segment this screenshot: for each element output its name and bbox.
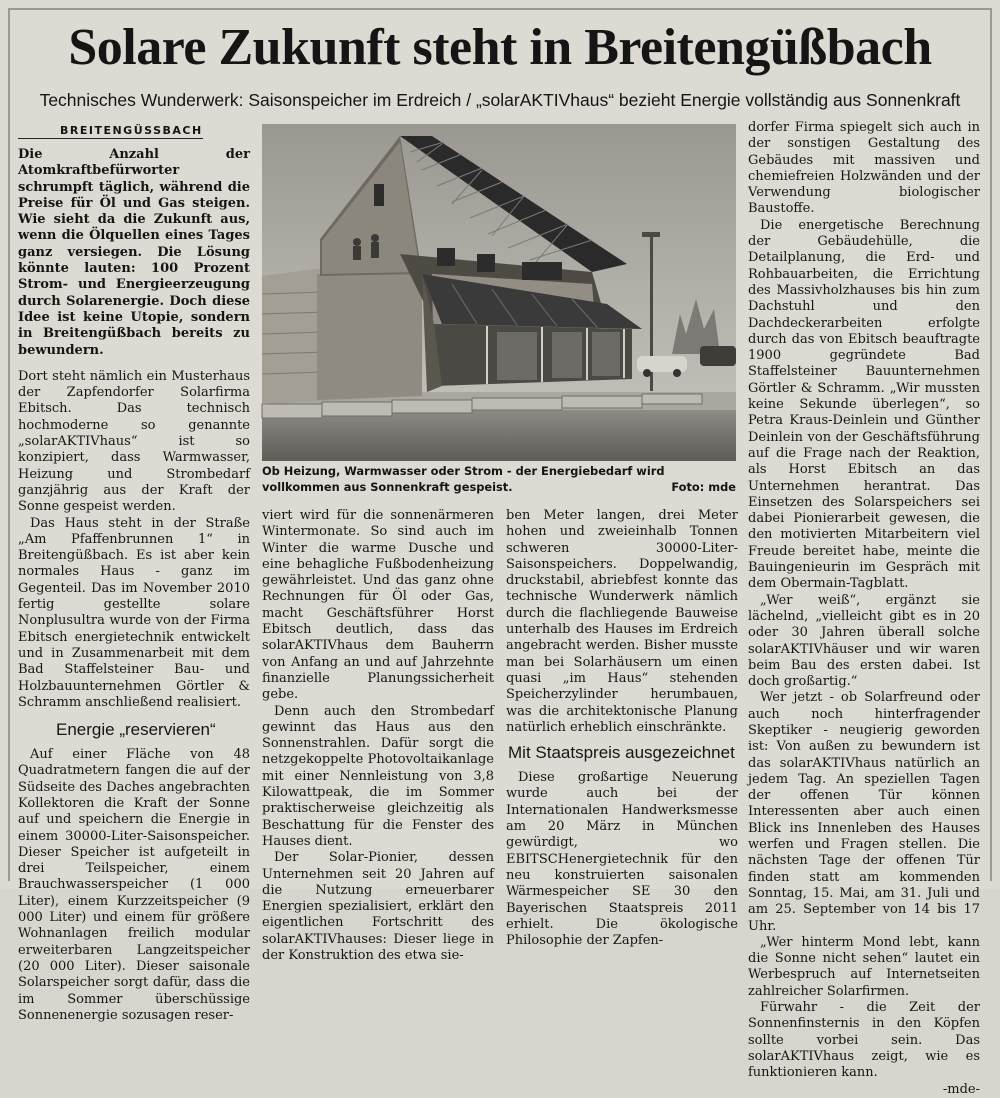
caption-text: Ob Heizung, Warmwasser oder Strom - der Energiebedarf wird vollkommen aus Sonnenkraft gespeist. bbox=[262, 464, 665, 494]
subheadline: Technisches Wunderwerk: Saisonspeicher im Erdreich / „solarAKTIVhaus“ bezieht Energie vollständig aus Sonnenkraft bbox=[39, 90, 961, 110]
paragraph: Die energetische Berechnung der Gebäudehülle, die Detailplanung, die Erd- und Rohbauarbeiten, die Errichtung des Massivholzhauses bis hin zum Dachstuhl und den Dachdeckerarbeiten erfolgte durch das von Ebitsch beauftragte 1900 gegründete Bad Staffelsteiner Bauunternehmen Görtler & Schramm. „Wir mussten keine Sekunde überlegen“, so Petra Kraus-Deinlein und Günther Deinlein von der Geschäftsführung auf die Frage nach der Reaktion, als Horst Ebitsch an das Unternehmen herantrat. Das Einsetzen des Solarspeichers sei dabei Pionierarbeit gewesen, die den motivierten Mitarbeitern viel Freude bereitet habe, meinte die Bauingenieurin im Gespräch mit dem Obermain-Tagblatt. bbox=[748, 217, 980, 592]
page-border-left bbox=[8, 8, 10, 881]
section-subhead: Energie „reservieren“ bbox=[56, 720, 216, 740]
paragraph: ben Meter langen, drei Meter hohen und zweieinhalb Tonnen schweren 30000-Liter-Saisonspeichers. Doppelwandig, druckstabil, abriebfest konnte das technische Wunderwerk nämlich durch die flachliegende Bauweise unterhalb des Hauses im Erdreich angebracht werden. Bisher musste man bei Solarhäusern um einen quasi „im Haus“ stehenden Speicherzylinder herumbauen, was die architektonische Planung natürlich erheblich einschränkte. bbox=[506, 508, 738, 735]
paragraph: Das Haus steht in der Straße „Am Pfaffenbrunnen 1“ in Breitengüßbach. Es ist aber kein normales Haus - ganz im Gegenteil. Das im November 2010 fertig gestellte solare Nonplusultra wurde von der Firma Ebitsch energietechnik entwickelt und in Zusammenarbeit mit dem Bad Staffelsteiner Bau- und Holzbauunternehmen Görtler & Schramm anschließend realisiert. bbox=[18, 515, 250, 710]
column-2 bbox=[262, 508, 494, 964]
paragraph: Auf einer Fläche von 48 Quadratmetern fangen die auf der Südseite des Daches angebrachten Kollektoren die Kraft der Sonne auf und speichern die Energie in einem 30000-Liter-Saisonspeicher. Dieser Speicher ist aufgeteilt in drei Teilspeicher, einem Brauchwasserspeicher (1 000 Liter), einem Kurzzeitspeicher (9 000 Liter) und einem für größere Wohnanlagen freilich modular erweiterbaren Langzeitspeicher (20 000 Liter). Dieser saisonale Solarspeicher sorgt dafür, dass die im Sommer überschüssige Sonnenenergie sozusagen reser- bbox=[18, 747, 250, 1023]
house-photo bbox=[262, 124, 736, 461]
column-3 bbox=[506, 508, 738, 949]
paragraph: dorfer Firma spiegelt sich auch in der sonstigen Gestaltung des Gebäudes mit massiven und chemiefreien Holzwänden und der Verwendung biologischer Baustoffe. bbox=[748, 120, 980, 217]
paragraph: Dort steht nämlich ein Musterhaus der Zapfendorfer Solarfirma Ebitsch. Das technisch hochmoderne so genannte „solarAKTIVhaus“ ist so konzipiert, dass Warmwasser, Heizung und Strombedarf ganzjährig aus der Kraft der Sonne gespeist werden. bbox=[18, 368, 250, 515]
page-border-top bbox=[8, 8, 992, 10]
paragraph: viert wird für die sonnenärmeren Wintermonate. So sind auch im Winter die warme Dusche und eine behagliche Fußbodenheizung gewährleistet. Und das ganz ohne Rechnungen für Öl oder Gas, macht Geschäftsführer Horst Ebitsch deutlich, dass das solarAKTIVhaus dem Bauherrn von Anfang an und auf Jahrzehnte finanzielle Planungssicherheit gebe. bbox=[262, 508, 494, 703]
paragraph: Wer jetzt - ob Solarfreund oder auch noch hinterfragender Skeptiker - neugierig geworden ist: Von außen zu bewundern ist das solarAKTIVhaus natürlich an jedem Tag. An speziellen Tagen der offenen Tür können Interessenten aber auch einen Blick ins Innenleben des Hauses werfen und Fragen stellen. Die nächsten Tage der offenen Tür finden statt am kommenden Sonntag, 15. Mai, am 31. Juli und am 25. September von 14 bis 17 Uhr. bbox=[748, 690, 980, 934]
headline: Solare Zukunft steht in Breitengüßbach bbox=[68, 19, 932, 76]
lead-paragraph: Die Anzahl der Atomkraftbefürworter schrumpft täglich, während die Preise für Öl und Gas steigen. Wie sieht da die Zukunft aus, wenn die Ölquellen eines Tages ganz versiegen. Die Lösung könnte lauten: 100 Prozent Strom- und Energieerzeugung durch Solarenergie. Doch diese Idee ist keine Utopie, sondern in Breitengüßbach bereits zu bewundern. bbox=[18, 147, 250, 358]
paragraph: Fürwahr - die Zeit der Sonnenfinsternis in den Köpfen sollte vorbei sein. Das solarAKTIVhaus zeigt, wie es funktionieren kann. bbox=[748, 1000, 980, 1081]
paragraph: Der Solar-Pionier, dessen Unternehmen seit 20 Jahren auf die Nutzung erneuerbarer Energien spezialisiert, erklärt den eigentlichen Fortschritt des solarAKTIVhauses: Dieser liege in der Konstruktion des etwa sie- bbox=[262, 850, 494, 964]
dateline: BREITENGÜSSBACH bbox=[18, 124, 203, 139]
column-1 bbox=[18, 123, 250, 1024]
paragraph: Diese großartige Neuerung wurde auch bei der Internationalen Handwerksmesse am 20 März in München gewürdigt, wo EBITSCHenergietechnik für den neu konstruierten saisonalen Wärmespeicher SE 30 den Bayerischen Staatspreis 2011 erhielt. Die ökologische Philosophie der Zapfen- bbox=[506, 770, 738, 949]
section-subhead: Mit Staatspreis ausgezeichnet bbox=[508, 743, 735, 763]
page-border-right bbox=[990, 8, 992, 881]
paragraph: „Wer weiß“, ergänzt sie lächelnd, „vielleicht gibt es in 20 oder 30 Jahren überall solche solarAKTIVhäuser und wir waren beim Bau des ersten dabei. Ist doch großartig.“ bbox=[748, 592, 980, 690]
author-signature: -mde- bbox=[942, 1081, 980, 1097]
photo-caption bbox=[262, 463, 736, 495]
paragraph: Denn auch den Strombedarf gewinnt das Haus aus den Sonnenstrahlen. Dafür sorgt die netzgekoppelte Photovoltaikanlage mit einer Nennleistung von 3,8 Kilowattpeak, die im Sommer praktischerweise gleichzeitig als Beschattung für die Fenster des Hauses dient. bbox=[262, 703, 494, 849]
column-4 bbox=[748, 120, 980, 1098]
photo-credit: Foto: mde bbox=[671, 480, 736, 494]
paragraph: „Wer hinterm Mond lebt, kann die Sonne nicht sehen“ lautet ein Werbespruch auf Internetseiten zahlreicher Solarfirmen. bbox=[748, 934, 980, 999]
